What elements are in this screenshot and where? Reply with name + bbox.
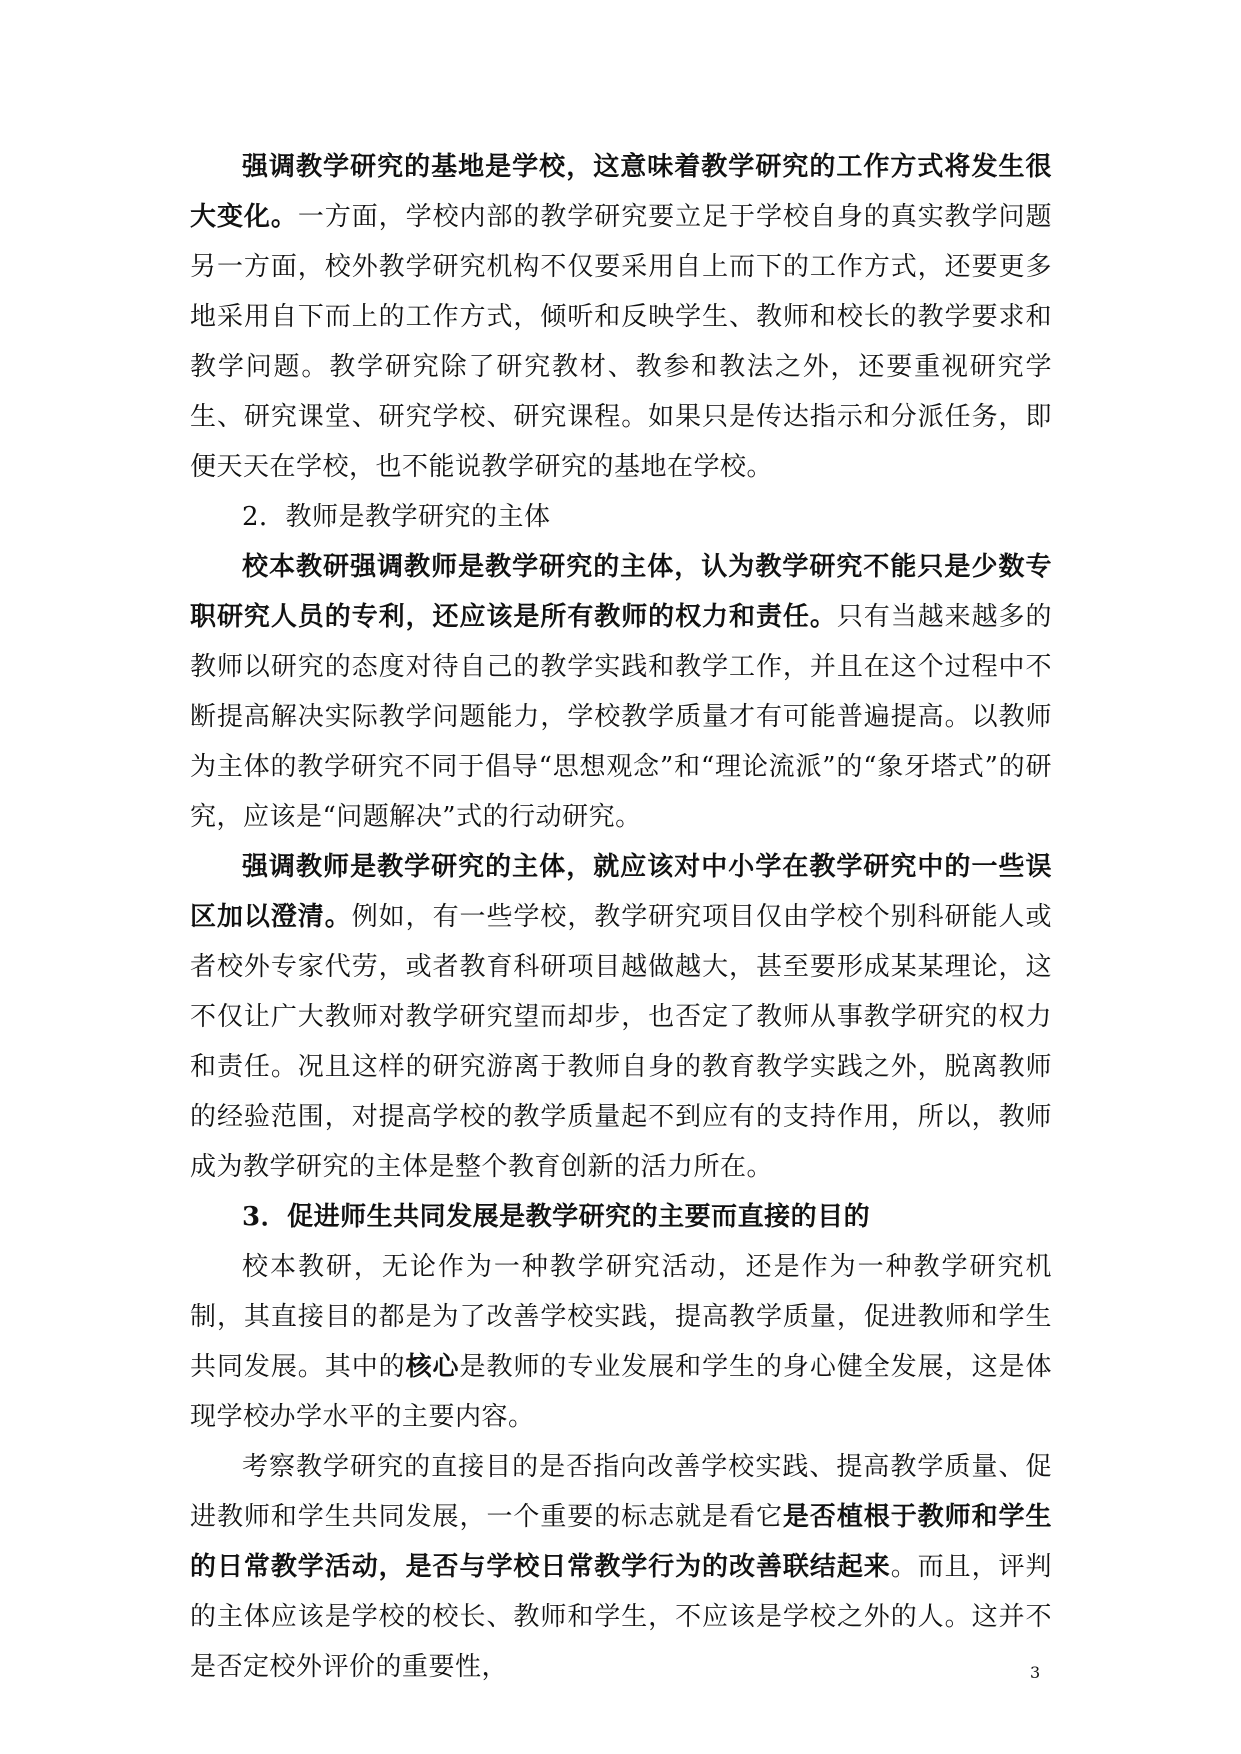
paragraph-evaluation [190,1442,1052,1692]
paragraph-direct-goal [190,1242,1052,1442]
paragraph-text: 只有当越来越多的教师以研究的态度对待自己的教学实践和教学工作，并且在这个过程中不断提高解决实际教学问题能力，学校教学质量才有可能普遍提高。以教师为主体的教学研究不同于倡导“思想观念”和“理论流派”的“象牙塔式”的研究，应该是“问题解决”式的行动研究。 [190,602,1052,832]
paragraph-misconceptions [190,842,1052,1192]
paragraph-text: 一方面，学校内部的教学研究要立足于学校自身的真实教学问题 另一方面，校外教学研究机构不仅要采用自上而下的工作方式，还要更多地采用自下而上的工作方式，倾听和反映学生、教师和校长的教学要求和教学问题。教学研究除了研究教材、教参和教法之外，还要重视研究学生、研究课堂、研究学校、研究课程。如果只是传达指示和分派任务，即便天天在学校，也不能说教学研究的基地在学校。 [190,202,1052,482]
paragraph-emphasis-bold: 是否植根于教师和学生的日常教学活动，是否与学校日常教学行为的改善联结起来 [190,1502,1052,1582]
page-number: 3 [1030,1663,1041,1682]
paragraph-text: 考察教学研究的直接目的是否指向改善学校实践、提高教学质量、促进教师和学生共同发展，一个重要的标志就是看它 [190,1452,1052,1532]
section-heading-2: 2．教师是教学研究的主体 [242,502,551,532]
paragraph-lead-bold: 强调教师是教学研究的主体，就应该对中小学在教学研究中的一些误区加以澄清。 [190,852,1052,932]
paragraph-school-base [190,142,1052,492]
paragraph-text: 校本教研，无论作为一种教学研究活动，还是作为一种教学研究机制，其直接目的都是为了改善学校实践，提高教学质量，促进教师和学生共同发展。其中的 [190,1252,1052,1382]
paragraph-emphasis-bold: 核心 [405,1352,460,1382]
paragraph-lead-bold: 强调教学研究的基地是学校，这意味着教学研究的工作方式将发生很大变化。 [190,152,1052,232]
paragraph-teacher-subject [190,542,1052,842]
paragraph-text: 例如，有一些学校，教学研究项目仅由学校个别科研能人或者校外专家代劳，或者教育科研项目越做越大，甚至要形成某某理论，这不仅让广大教师对教学研究望而却步，也否定了教师从事教学研究的权力和责任。况且这样的研究游离于教师自身的教育教学实践之外，脱离教师的经验范围，对提高学校的教学质量起不到应有的支持作用，所以，教师成为教学研究的主体是整个教育创新的活力所在。 [190,902,1052,1182]
paragraph-lead-bold: 校本教研强调教师是教学研究的主体，认为教学研究不能只是少数专职研究人员的专利，还应该是所有教师的权力和责任。 [190,552,1052,632]
paragraph-text: 。而且，评判的主体应该是学校的校长、教师和学生，不应该是学校之外的人。这并不是否定校外评价的重要性， [190,1552,1052,1682]
page-body [190,142,1052,1692]
section-heading-3: 3．促进师生共同发展是教学研究的主要而直接的目的 [242,1202,871,1232]
paragraph-text: 是教师的专业发展和学生的身心健全发展，这是体现学校办学水平的主要内容。 [190,1352,1052,1432]
